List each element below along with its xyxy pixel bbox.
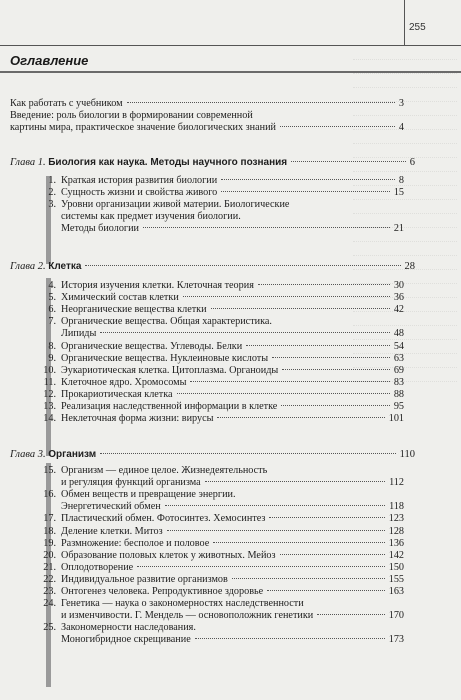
dot-leader [246, 345, 390, 346]
dot-leader [100, 453, 395, 454]
toc-entry [43, 561, 404, 574]
entry-text-line: Закономерности наследования. [61, 622, 196, 634]
entry-title: Образование половых клеток у животных. Мейоз [61, 549, 276, 561]
entry-number: 15. [43, 465, 56, 476]
entry-title: Химический состав клетки [61, 292, 179, 304]
dot-leader [137, 566, 385, 567]
entry-last-line [61, 634, 404, 646]
toc-entry [10, 110, 404, 134]
dot-leader [221, 191, 390, 192]
entry-title: Клеточное ядро. Хромосомы [61, 376, 187, 388]
dot-leader [280, 126, 395, 127]
entry-number: 23. [43, 586, 56, 597]
entry-number: 20. [43, 549, 56, 561]
entry-last-line [61, 280, 404, 292]
dot-leader [291, 161, 406, 162]
page-number: 255 [409, 22, 426, 33]
dot-leader [183, 296, 390, 297]
entry-title: Прокариотическая клетка [61, 388, 173, 400]
entry-number: 10. [43, 364, 56, 376]
entry-text-line: Органические вещества. Общая характеристика. [61, 316, 272, 328]
entry-page-number: 69 [393, 364, 404, 376]
chapter-page-number: 6 [409, 157, 415, 168]
entry-last-line [10, 122, 404, 134]
entry-last-line [61, 389, 404, 401]
entry-last-line [61, 586, 404, 598]
entry-page-number: 15 [393, 187, 404, 199]
entry-page-number: 88 [393, 388, 404, 400]
dot-leader [100, 332, 390, 333]
chapter-page-number: 28 [404, 261, 415, 272]
dot-leader [217, 417, 384, 418]
entry-last-line [61, 304, 404, 316]
entry-page-number: 63 [393, 352, 404, 364]
entry-number: 17. [43, 513, 56, 525]
toc-entry [48, 292, 404, 304]
entry-page-number: 36 [393, 292, 404, 304]
entry-number: 25. [43, 622, 56, 634]
entry-title: Реализация наследственной информации в клетке [61, 401, 278, 412]
entry-number: 9. [48, 352, 56, 364]
entry-number: 5. [48, 292, 56, 304]
entry-number: 19. [43, 537, 56, 549]
entry-title: Липиды [61, 328, 97, 340]
dot-leader [232, 578, 385, 579]
entry-last-line [61, 513, 404, 525]
entry-number: 16. [43, 489, 56, 501]
toc-entry [43, 513, 404, 525]
dot-leader [205, 481, 385, 482]
entry-page-number: 170 [388, 610, 404, 622]
toc-entry [48, 280, 404, 292]
dot-leader [282, 369, 390, 370]
entry-last-line [61, 292, 404, 304]
entry-text-line: Введение: роль биологии в формировании современной [10, 110, 253, 121]
entry-page-number: 123 [388, 513, 404, 525]
toc-entry [43, 401, 404, 413]
dot-leader [167, 530, 385, 531]
entry-title: Неклеточная форма жизни: вирусы [61, 413, 214, 425]
entry-title: Онтогенез человека. Репродуктивное здоровье [61, 586, 264, 597]
entry-text-line: Генетика — наука о закономерностях наследственности [61, 598, 304, 610]
toc-entry [48, 316, 404, 340]
entry-text-line: системы как предмет изучения биологии. [61, 211, 241, 223]
entry-page-number: 4 [398, 122, 404, 133]
toc-entry [10, 98, 404, 110]
dot-leader [221, 179, 395, 180]
entry-page-number: 21 [393, 223, 404, 235]
entry-last-line [61, 413, 404, 425]
entry-title: Индивидуальное развитие организмов [61, 573, 228, 585]
entry-page-number: 83 [393, 376, 404, 388]
toc-entry [43, 549, 404, 562]
entry-last-line [61, 501, 404, 513]
toc-entry [43, 489, 404, 513]
dot-leader [127, 102, 395, 103]
entry-page-number: 142 [388, 549, 404, 561]
entry-title: Органические вещества. Углеводы. Белки [61, 340, 243, 352]
entry-number: 13. [43, 401, 56, 412]
entry-last-line [61, 477, 404, 489]
entry-number: 1. [48, 175, 56, 186]
dot-leader [258, 284, 390, 285]
chapter-page-number: 110 [399, 449, 415, 460]
toc-entry [43, 465, 404, 489]
chapter-label: Глава 3. [10, 449, 46, 460]
toc-entry [43, 598, 404, 622]
entry-page-number: 8 [398, 175, 404, 186]
entry-number: 24. [43, 598, 56, 610]
toc-entry [43, 573, 404, 586]
entry-last-line [61, 377, 404, 389]
entry-title: Энергетический обмен [61, 501, 161, 513]
entry-last-line [61, 175, 404, 187]
entry-last-line [61, 365, 404, 377]
entry-text-line: Обмен веществ и превращение энергии. [61, 489, 236, 501]
entry-last-line [61, 526, 404, 538]
dot-leader [177, 393, 390, 394]
entry-last-line [61, 187, 404, 199]
dot-leader [269, 517, 384, 518]
entry-page-number: 112 [389, 477, 404, 488]
entry-last-line [61, 550, 404, 562]
entry-title: Как работать с учебником [10, 98, 123, 109]
entry-page-number: 118 [389, 501, 404, 513]
title-rule [0, 71, 461, 73]
entry-title: Деление клетки. Митоз [61, 525, 163, 537]
entry-title: Эукариотическая клетка. Цитоплазма. Органоиды [61, 364, 279, 376]
entry-page-number: 150 [388, 561, 404, 573]
entry-number: 12. [43, 388, 56, 400]
entry-title: Методы биологии [61, 223, 139, 235]
entry-title: картины мира, практическое значение биологических знаний [10, 122, 276, 133]
dot-leader [165, 505, 385, 506]
toc-entry [48, 199, 404, 235]
entry-last-line [61, 353, 404, 365]
chapter-heading [10, 449, 415, 461]
entry-last-line [61, 562, 404, 574]
entry-page-number: 101 [388, 413, 404, 425]
dot-leader [272, 357, 390, 358]
entry-number: 7. [48, 316, 56, 328]
dot-leader [317, 614, 384, 615]
entry-last-line [61, 610, 404, 622]
dot-leader [267, 590, 385, 591]
entry-page-number: 3 [398, 98, 404, 109]
entry-number: 2. [48, 187, 56, 199]
entry-number: 4. [48, 280, 56, 291]
entry-number: 8. [48, 340, 56, 352]
entry-title: Моногибридное скрещивание [61, 634, 191, 646]
entry-last-line [61, 574, 404, 586]
entry-page-number: 163 [388, 586, 404, 597]
toc-entry [43, 364, 404, 377]
toc-entry [43, 376, 404, 389]
entry-number: 22. [43, 573, 56, 585]
header-vertical-rule [404, 0, 405, 45]
entry-title: История изучения клетки. Клеточная теория [61, 280, 254, 291]
dot-leader [213, 542, 384, 543]
entry-number: 18. [43, 525, 56, 537]
entry-title: Размножение: бесполое и половое [61, 537, 210, 549]
entry-page-number: 95 [393, 401, 404, 412]
entry-number: 14. [43, 413, 56, 425]
entry-title: Органические вещества. Нуклеиновые кислоты [61, 352, 269, 364]
entry-page-number: 128 [388, 525, 404, 537]
toc-entry [43, 537, 404, 550]
toc-entry [43, 525, 404, 538]
header-horizontal-rule [0, 45, 461, 46]
chapter-title: Клетка [48, 261, 82, 272]
chapter-title: Организм [48, 449, 97, 460]
entry-last-line [61, 401, 404, 413]
entry-last-line [10, 98, 404, 110]
entry-title: Пластический обмен. Фотосинтез. Хемосинтез [61, 513, 266, 525]
entry-title: и изменчивости. Г. Мендель — основоположник генетики [61, 610, 314, 622]
dot-leader [281, 405, 389, 406]
entry-page-number: 42 [393, 304, 404, 316]
entry-page-number: 54 [393, 340, 404, 352]
entry-text-line: Организм — единое целое. Жизнедеятельность [61, 465, 268, 476]
entry-title: Сущность жизни и свойства живого [61, 187, 218, 199]
dot-leader [143, 227, 390, 228]
entry-page-number: 173 [388, 634, 404, 646]
toc-entry [43, 586, 404, 598]
toc-entry [43, 388, 404, 401]
dot-leader [280, 554, 385, 555]
chapter-label: Глава 2. [10, 261, 46, 272]
entry-last-line [61, 223, 404, 235]
chapter-heading [10, 157, 415, 169]
entry-number: 11. [43, 376, 56, 388]
toc-entry [43, 413, 404, 425]
toc-entry [48, 304, 404, 316]
chapter-label: Глава 1. [10, 157, 46, 168]
entry-title: Оплодотворение [61, 561, 134, 573]
entry-page-number: 48 [393, 328, 404, 340]
entry-number: 6. [48, 304, 56, 316]
entry-title: и регуляция функций организма [61, 477, 201, 488]
toc-entry [48, 340, 404, 353]
chapter-title: Биология как наука. Методы научного познания [48, 157, 288, 168]
entry-title: Краткая история развития биологии [61, 175, 218, 186]
entry-last-line [61, 341, 404, 353]
toc-entry [48, 187, 404, 199]
entry-last-line [61, 538, 404, 550]
entry-number: 3. [48, 199, 56, 211]
entry-text-line: Уровни организации живой материи. Биологические [61, 199, 290, 211]
chapter-heading [10, 261, 415, 273]
entry-page-number: 155 [388, 573, 404, 585]
entry-last-line [61, 328, 404, 340]
entry-page-number: 136 [388, 537, 404, 549]
entry-title: Неорганические вещества клетки [61, 304, 207, 316]
toc-entry [43, 622, 404, 646]
dot-leader [85, 265, 400, 266]
toc-entry [48, 352, 404, 365]
toc-title: Оглавление [10, 53, 89, 68]
entry-page-number: 30 [393, 280, 404, 291]
entry-number: 21. [43, 561, 56, 573]
dot-leader [190, 381, 389, 382]
dot-leader [211, 308, 390, 309]
dot-leader [195, 638, 385, 639]
toc-entry [48, 175, 404, 187]
